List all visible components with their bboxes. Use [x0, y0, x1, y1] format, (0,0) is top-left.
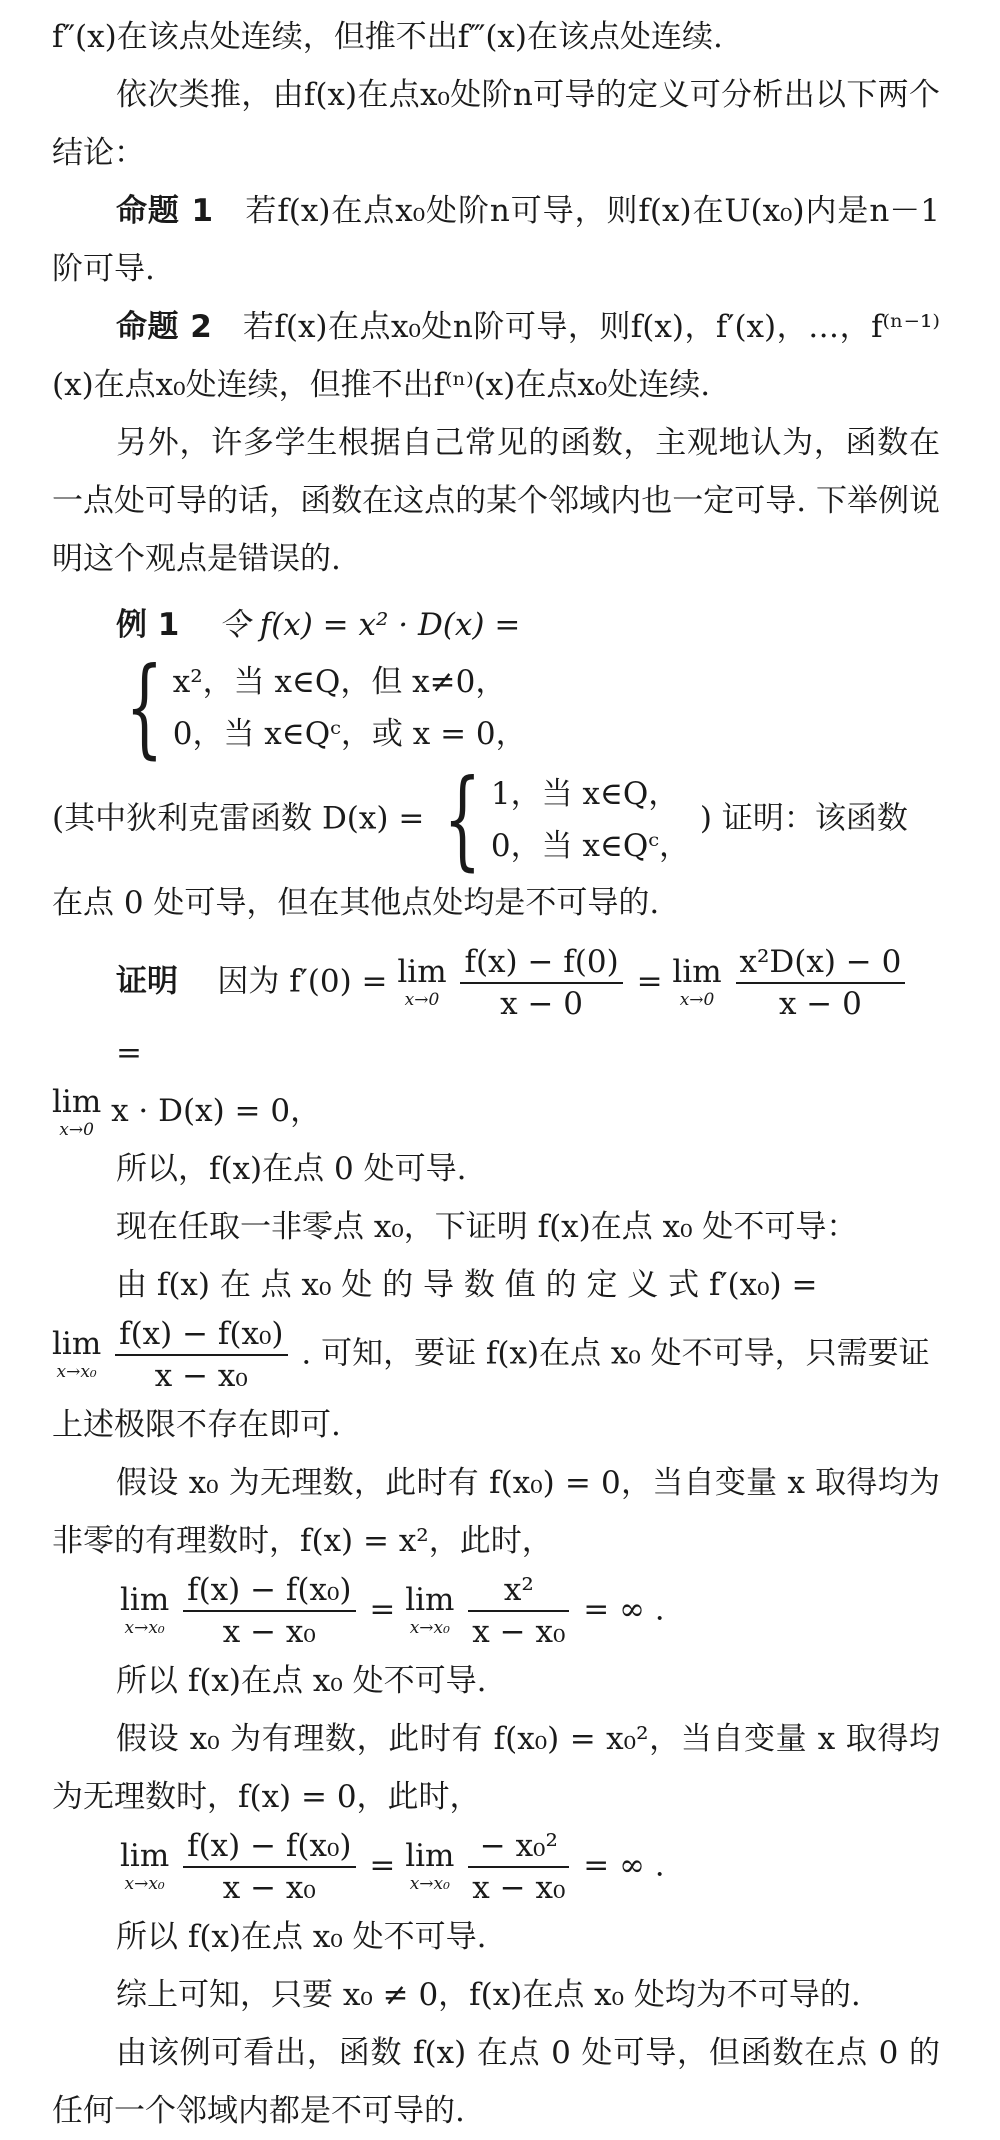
- fraction: $\frac{\text{− x₀²}}{\text{x − x₀}}$: [468, 1826, 569, 1908]
- derivative-definition-limit: lim x→x₀ $\frac{\text{f(x) − f(x₀)}}{\text{x − x₀}}$ . 可知，要证 f(x)在点 x₀ 处不可导，只需要证上述极限不存在即可.: [52, 1316, 930, 1443]
- continuation-line: f″(x)在该点处连续，但推不出f‴(x)在该点处连续.: [52, 19, 723, 55]
- misconception-paragraph: 另外，许多学生根据自己常见的函数，主观地认为，函数在一点处可导的话，函数在这点的某个邻域内也一定可导. 下举例说明这个观点是错误的.: [52, 425, 940, 577]
- irrational-limit: lim x→x₀ $\frac{\text{f(x) − f(x₀)}}{\text{x − x₀}}$ = lim x→x₀ $\frac{\text{x²}}{\text{x − x₀}}$ = ∞ .: [120, 1572, 665, 1650]
- proposition-1: [52, 182, 940, 298]
- proposition-2-label: 命题 2: [116, 309, 212, 345]
- summary: 综上可知，只要 x₀ ≠ 0，f(x)在点 x₀ 处均为不可导的.: [116, 1977, 861, 2013]
- piecewise-f-case-2: 0，当 x∈Qᶜ，或 x = 0，: [172, 716, 527, 752]
- limit-operator: lim x→x₀: [52, 1326, 102, 1382]
- proposition-1-label: 命题 1: [116, 193, 214, 229]
- dirichlet-lead: (其中狄利克雷函数 D(x) =: [52, 800, 425, 837]
- limit-operator: lim x→x₀: [120, 1582, 170, 1638]
- example-conclusion: 在点 0 处可导，但在其他点处均是不可导的.: [52, 885, 660, 921]
- case-irrational: 假设 x₀ 为无理数，此时有 f(x₀) = 0，当自变量 x 取得均为非零的有理数时，f(x) = x²，此时，: [52, 1465, 940, 1559]
- limit-operator: lim x→x₀: [405, 1838, 455, 1894]
- piecewise-f: [116, 645, 527, 770]
- rational-limit: lim x→x₀ $\frac{\text{f(x) − f(x₀)}}{\text{x − x₀}}$ = lim x→x₀ $\frac{\text{− x₀²}}{\text{x − x₀}}$ = ∞ .: [120, 1828, 665, 1906]
- piecewise-dirichlet: [434, 757, 691, 882]
- case-rational: 假设 x₀ 为有理数，此时有 f(x₀) = x₀²，当自变量 x 取得均为无理数时，f(x) = 0，此时，: [52, 1721, 940, 1815]
- piecewise-f-case-1: x²，当 x∈Q，但 x≠0，: [172, 664, 507, 700]
- fraction: $\frac{\text{f(x) − f(x₀)}}{\text{x − x₀}}$: [183, 1826, 355, 1908]
- left-brace: {: [125, 645, 164, 770]
- example-1-label: 例 1: [116, 607, 180, 643]
- not-differentiable-irrational: 所以 f(x)在点 x₀ 处不可导.: [116, 1663, 487, 1699]
- fraction: $\frac{\text{f(x) − f(x₀)}}{\text{x − x₀}}$: [115, 1314, 287, 1396]
- differentiable-at-zero: 所以，f(x)在点 0 处可导.: [116, 1151, 467, 1187]
- limit-operator: lim x→0: [397, 954, 447, 1010]
- proposition-1-text: 若f(x)在点x₀处阶n可导，则f(x)在U(x₀)内是n－1阶可导.: [52, 193, 941, 287]
- proof-limit-result: lim x→0 x · D(x) = 0，: [52, 1083, 322, 1140]
- proof-derivative-at-zero: 证明 因为 f′(0) = lim x→0 $\frac{f(x) - f(0)}{x - 0}$ = lim x→0 $\frac{\text{x²D(x) − 0}}{x - 0}$ =: [116, 942, 940, 1082]
- limit-operator: lim x→0: [52, 1083, 102, 1140]
- not-differentiable-rational: 所以 f(x)在点 x₀ 处不可导.: [116, 1919, 487, 1955]
- limit-operator: lim x→x₀: [120, 1838, 170, 1894]
- proof-lead: 因为 f′(0) =: [217, 963, 388, 1000]
- take-nonzero-point: 现在任取一非零点 x₀，下证明 f(x)在点 x₀ 处不可导：: [116, 1209, 858, 1245]
- fraction: $\frac{\text{x²}}{\text{x − x₀}}$: [468, 1570, 569, 1652]
- dirichlet-case-2: 0，当 x∈Qᶜ，: [490, 828, 691, 864]
- limit-operator: lim x→x₀: [405, 1582, 455, 1638]
- proof-label: 证明: [116, 963, 178, 1000]
- intro-paragraph: 依次类推，由f(x)在点x₀处阶n可导的定义可分析出以下两个结论：: [52, 77, 940, 171]
- fraction: $\frac{\text{x²D(x) − 0}}{x - 0}$: [736, 942, 906, 1024]
- limit-operator: lim x→0: [672, 954, 722, 1010]
- dirichlet-definition: [52, 757, 940, 882]
- left-brace: {: [443, 757, 482, 882]
- derivative-definition-lead: 由 f(x) 在 点 x₀ 处 的 导 数 值 的 定 义 式 f′(x₀) =: [116, 1267, 818, 1303]
- example-1-lead: 令 f(x) = x² · D(x) =: [218, 607, 521, 643]
- fraction: $\frac{\text{f(x) − f(x₀)}}{\text{x − x₀}}$: [183, 1570, 355, 1652]
- dirichlet-tail: ) 证明：该函数: [699, 800, 908, 837]
- final-remark: 由该例可看出，函数 f(x) 在点 0 处可导，但函数在点 0 的任何一个邻域内都是不可导的.: [52, 2035, 940, 2129]
- example-1-definition: [116, 596, 940, 770]
- proposition-2-text: 若f(x)在点x₀处n阶可导，则f(x)，f′(x)，…，f⁽ⁿ⁻¹⁾(x)在点x₀处连续，但推不出f⁽ⁿ⁾(x)在点x₀处连续.: [52, 309, 940, 403]
- dirichlet-case-1: 1，当 x∈Q，: [490, 776, 680, 812]
- fraction: $\frac{f(x) - f(0)}{x - 0}$: [460, 942, 622, 1024]
- proposition-2: [52, 298, 940, 414]
